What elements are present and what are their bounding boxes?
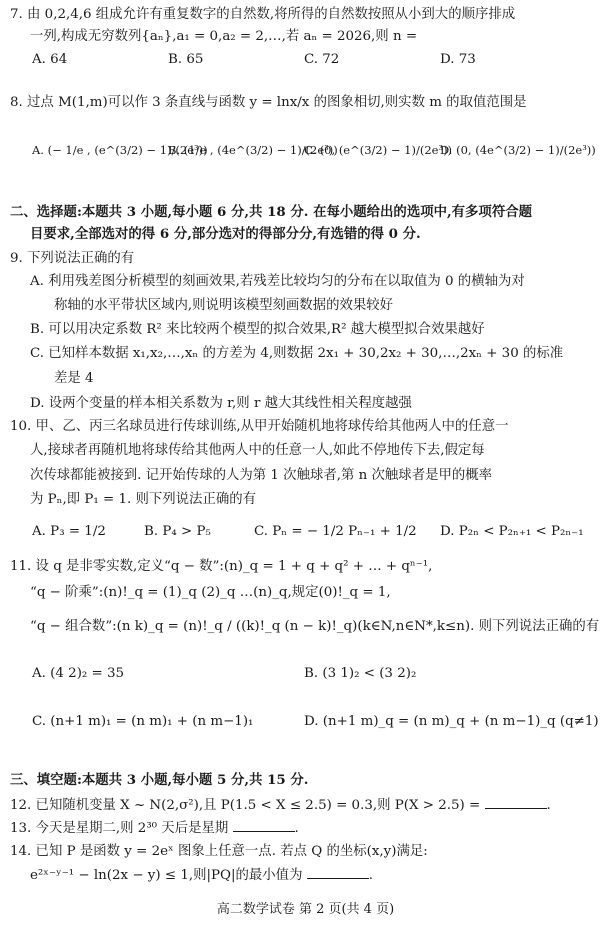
q13-text: 13. 今天是星期二,则 2³⁰ 天后是星期 [10, 821, 229, 836]
q10-line3: 次传球都能被接到. 记开始传球的人为第 1 次触球者,第 n 次触球者是甲的概率 [30, 468, 493, 483]
q10-option-d: D. P₂ₙ < P₂ₙ₊₁ < P₂ₙ₋₁ [440, 524, 584, 539]
section3-heading: 三、填空题:本题共 3 小题,每小题 5 分,共 15 分. [10, 772, 309, 788]
q10-option-a: A. P₃ = 1/2 [32, 524, 106, 539]
q10-line4: 为 Pₙ,即 P₁ = 1. 则下列说法正确的有 [30, 492, 257, 507]
q10-option-b: B. P₄ > P₅ [144, 524, 211, 539]
page-footer: 高二数学试卷 第 2 页(共 4 页) [216, 902, 395, 917]
q7-line1: 7. 由 0,2,4,6 组成允许有重复数字的自然数,将所得的自然数按照从小到大的顺序排成 [10, 7, 516, 22]
q13-period: . [294, 821, 299, 836]
q14-line1: 14. 已知 P 是函数 y = 2eˣ 图象上任意一点. 若点 Q 的坐标(x,y)满足: [10, 844, 428, 859]
q11-option-d: D. (n+1 m)_q = (n m)_q + (n m−1)_q (q≠1) [304, 714, 599, 729]
section2-heading-line1: 二、选择题:本题共 3 小题,每小题 6 分,共 18 分. 在每小题给出的选项中,有多项符合题 [10, 204, 532, 220]
q10-line2: 人,接球者再随机地将球传给其他两人中的任意一人,如此不停地传下去,假定每 [30, 443, 485, 458]
q7-option-a: A. 64 [32, 52, 68, 67]
q14-text: e²ˣ⁻ʸ⁻¹ − ln(2x − y) ≤ 1,则|PQ|的最小值为 [30, 868, 303, 883]
q9-option-a-line1: A. 利用残差图分析模型的刻画效果,若残差比较均匀的分布在以取值为 0 的横轴为对 [30, 274, 525, 289]
q11-option-a: A. (4 2)₂ = 35 [32, 666, 125, 681]
q10-option-c: C. Pₙ = − 1/2 Pₙ₋₁ + 1/2 [254, 524, 417, 539]
q11-line1: 11. 设 q 是非零实数,定义“q − 数”:(n)_q = 1 + q + q² + … + qⁿ⁻¹, [10, 559, 433, 574]
q11-option-c: C. (n+1 m)₁ = (n m)₁ + (n m−1)₁ [32, 714, 254, 729]
q9-option-c-line2: 差是 4 [54, 371, 94, 386]
q12-answer-blank[interactable] [485, 796, 547, 809]
q9-option-d: D. 设两个变量的样本相关系数为 r,则 r 越大其线性相关程度越强 [30, 396, 412, 411]
q9-option-a-line2: 称轴的水平带状区域内,则说明该模型刻画数据的效果较好 [54, 298, 394, 313]
q8-option-d: D. (0, (4e^(3/2) − 1)/(2e³)) [440, 143, 596, 157]
q11-option-b: B. (3 1)₂ < (3 2)₂ [304, 666, 417, 681]
q7-option-b: B. 65 [168, 52, 204, 67]
q12-text: 12. 已知随机变量 X ~ N(2,σ²),且 P(1.5 < X ≤ 2.5) = 0.3,则 P(X > 2.5) = [10, 798, 481, 813]
q13-line [10, 819, 299, 837]
q8-option-a: A. (− 1/e , (e^(3/2) − 1)/(2e³)) [32, 143, 208, 157]
q8-option-c: C. (0, (e^(3/2) − 1)/(2e³)) [304, 143, 453, 157]
q7-line2: 一列,构成无穷数列{aₙ},a₁ = 0,a₂ = 2,…,若 aₙ = 2026,则 n = [30, 29, 418, 44]
q9-option-b: B. 可以用决定系数 R² 来比较两个模型的拟合效果,R² 越大模型拟合效果越好 [30, 322, 485, 337]
q14-period: . [368, 868, 373, 883]
q10-line1: 10. 甲、乙、丙三名球员进行传球训练,从甲开始随机地将球传给其他两人中的任意一 [10, 419, 509, 434]
q11-line2: “q − 阶乘”:(n)!_q = (1)_q (2)_q …(n)_q,规定(0)!_q = 1, [30, 585, 391, 600]
q9-option-c-line1: C. 已知样本数据 x₁,x₂,…,xₙ 的方差为 4,则数据 2x₁ + 30,2x₂ + 30,…,2xₙ + 30 的标准 [30, 346, 564, 361]
q12-line [10, 796, 551, 814]
q14-line2 [30, 866, 373, 884]
q11-line3: “q − 组合数”:(n k)_q = (n)!_q / ((k)!_q (n − k)!_q)(k∈N,n∈N*,k≤n). 则下列说法正确的有 [30, 619, 600, 634]
q7-option-d: D. 73 [440, 52, 476, 67]
q13-answer-blank[interactable] [233, 819, 295, 832]
q8-option-b: B. (1/e , (4e^(3/2) − 1)/(2e³)) [168, 143, 338, 157]
q7-option-c: C. 72 [304, 52, 340, 67]
q12-period: . [546, 798, 551, 813]
q8-line1: 8. 过点 M(1,m)可以作 3 条直线与函数 y = lnx/x 的图象相切,则实数 m 的取值范围是 [10, 95, 527, 110]
q14-answer-blank[interactable] [307, 866, 369, 879]
section2-heading-line2: 目要求,全部选对的得 6 分,部分选对的得部分分,有选错的得 0 分. [30, 226, 421, 242]
q9-stem: 9. 下列说法正确的有 [10, 251, 135, 266]
